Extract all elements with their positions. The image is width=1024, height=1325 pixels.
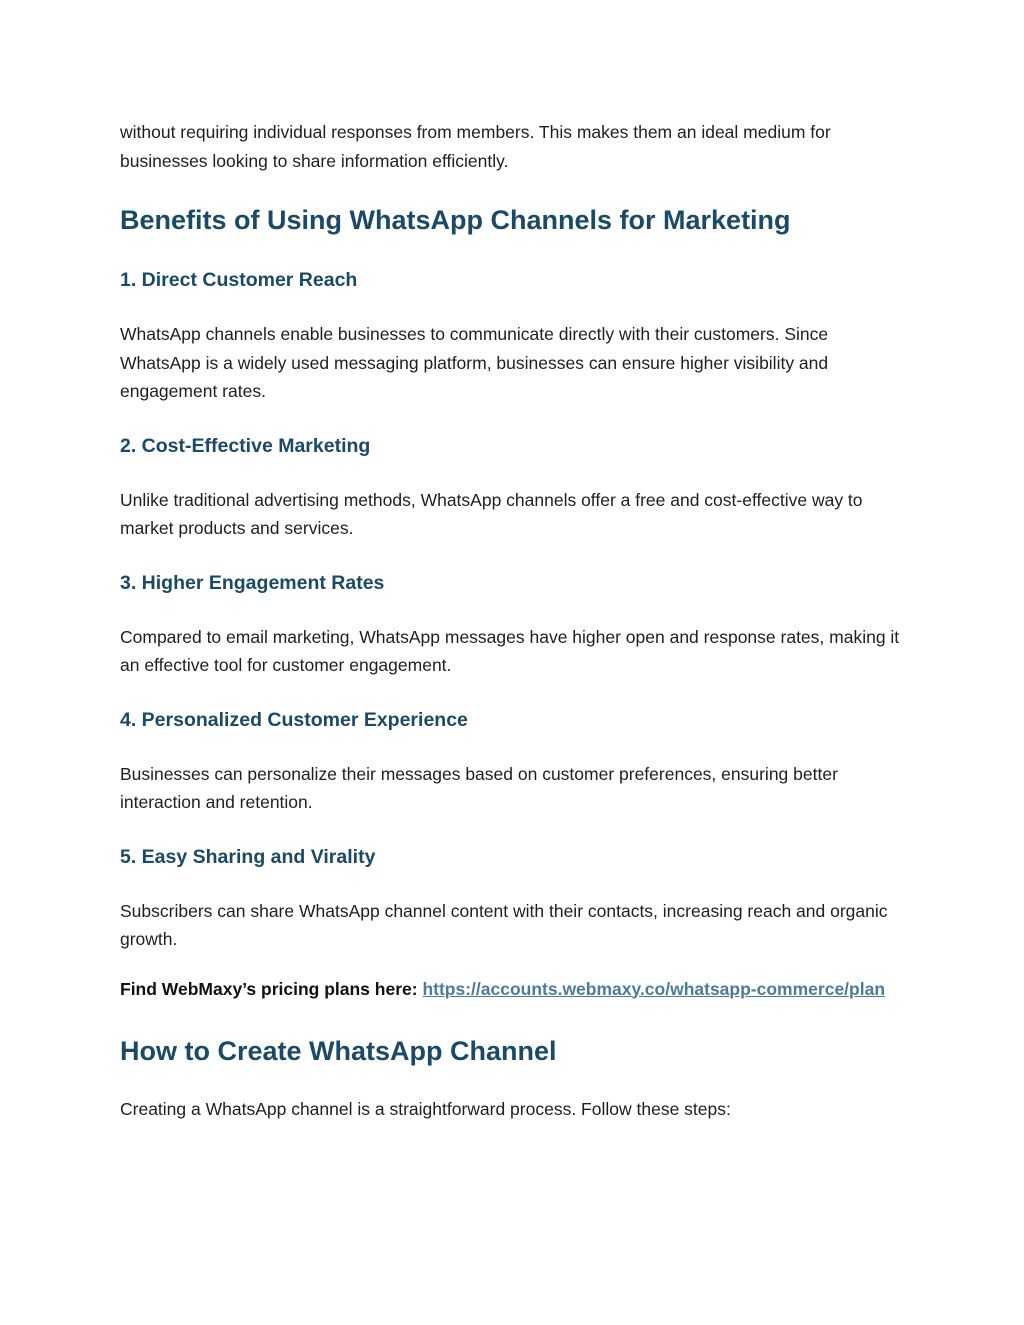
benefits-heading: Benefits of Using WhatsApp Channels for Marketing bbox=[120, 205, 791, 235]
intro-paragraph: without requiring individual responses from members. This makes them an ideal medium for businesses looking to share information efficiently. bbox=[120, 122, 831, 171]
pricing-link[interactable]: https://accounts.webmaxy.co/whatsapp-commerce/plan bbox=[422, 978, 886, 999]
benefit-title: 1. Direct Customer Reach bbox=[120, 269, 358, 291]
document-page bbox=[120, 118, 910, 1124]
benefit-section-5 bbox=[120, 844, 910, 954]
benefit-section-4 bbox=[120, 707, 910, 817]
benefit-title: 2. Cost-Effective Marketing bbox=[120, 434, 371, 457]
create-channel-intro: Creating a WhatsApp channel is a straightforward process. Follow these steps: bbox=[120, 1099, 731, 1119]
benefit-title: 3. Higher Engagement Rates bbox=[120, 571, 385, 594]
benefit-text: Compared to email marketing, WhatsApp messages have higher open and response rates, making it an effective tool for customer engagement. bbox=[120, 626, 900, 675]
benefit-text: WhatsApp channels enable businesses to communicate directly with their customers. Since WhatsApp is a widely used messaging platform, businesses can ensure higher visibility and engagement rates. bbox=[120, 324, 829, 401]
benefit-title: 5. Easy Sharing and Virality bbox=[120, 845, 376, 868]
benefit-section-2 bbox=[120, 433, 910, 543]
benefit-section-3 bbox=[120, 570, 910, 680]
benefit-text: Businesses can personalize their messages based on customer preferences, ensuring better interaction and retention. bbox=[120, 763, 838, 812]
pricing-paragraph bbox=[120, 975, 910, 1004]
benefit-title: 4. Personalized Customer Experience bbox=[120, 708, 468, 731]
create-channel-heading: How to Create WhatsApp Channel bbox=[120, 1036, 557, 1066]
benefit-text: Unlike traditional advertising methods, WhatsApp channels offer a free and cost-effective way to market products and services. bbox=[120, 489, 863, 538]
benefit-text: Subscribers can share WhatsApp channel content with their contacts, increasing reach and organic growth. bbox=[120, 900, 888, 949]
pricing-label: Find WebMaxy’s pricing plans here: bbox=[120, 978, 418, 999]
benefit-section-1 bbox=[120, 267, 910, 406]
